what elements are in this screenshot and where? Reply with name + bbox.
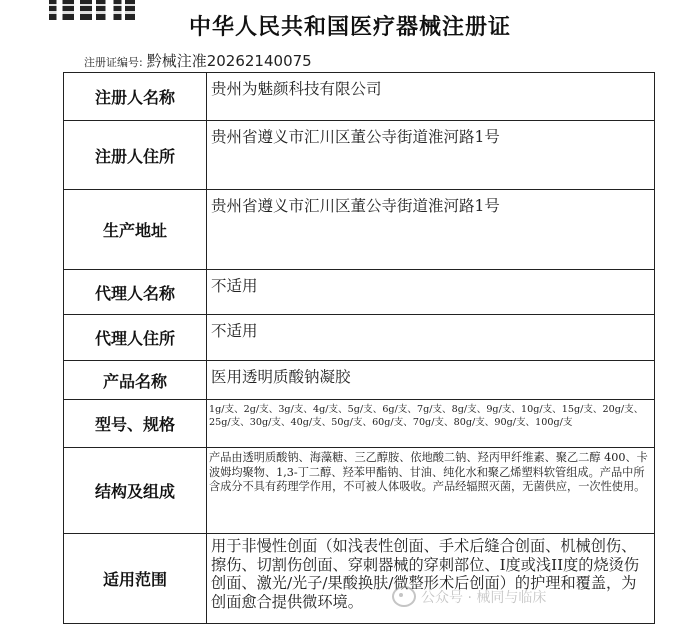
registration-number-row	[84, 50, 312, 71]
table-row	[64, 190, 655, 270]
table-row	[64, 121, 655, 190]
table-row	[64, 400, 655, 448]
registration-number-value: 黔械注准20262140075	[146, 52, 312, 70]
field-value-agent-name: 不适用	[207, 270, 655, 315]
field-value-model-spec: 1g/支、2g/支、3g/支、4g/支、5g/支、6g/支、7g/支、8g/支、9g/支、10g/支、15g/支、20g/支、25g/支、30g/支、40g/支、50g/支、60g/支、70g/支、80g/支、90g/支、100g/支	[207, 400, 655, 448]
field-value-production-address: 贵州省遵义市汇川区董公寺街道淮河路1号	[207, 190, 655, 270]
table-row	[64, 73, 655, 121]
field-label-scope-of-use: 适用范围	[64, 534, 207, 624]
field-label-agent-name: 代理人名称	[64, 270, 207, 315]
field-value-agent-address: 不适用	[207, 315, 655, 361]
registration-number-label: 注册证编号:	[84, 56, 143, 69]
field-value-scope-of-use: 用于非慢性创面（如浅表性创面、手术后缝合创面、机械创伤、擦伤、切割伤创面、穿刺器械的穿刺部位、I度或浅II度的烧烫伤创面、激光/光子/果酸换肤/微整形术后创面）的护理和覆盖，为创面愈合提供微环境。	[207, 534, 655, 624]
watermark-logo-icon	[392, 586, 416, 607]
watermark-text: 公众号 · 械同与临床	[421, 589, 547, 606]
table-row	[64, 448, 655, 534]
table-row	[64, 534, 655, 624]
table-row	[64, 361, 655, 400]
field-value-registrant-name: 贵州为魅颜科技有限公司	[207, 73, 655, 121]
field-label-registrant-name: 注册人名称	[64, 73, 207, 121]
registration-table	[63, 72, 655, 624]
field-value-structure-composition: 产品由透明质酸钠、海藻糖、三乙醇胺、依地酸二钠、羟丙甲纤维素、聚乙二醇 400、卡波姆均聚物、1,3-丁二醇、羟苯甲酯钠、甘油、纯化水和聚乙烯塑料软管组成。产品中所含成分不具有药理学作用，不可被人体吸收。产品经辐照灭菌，无菌供应，一次性使用。	[207, 448, 655, 534]
field-value-product-name: 医用透明质酸钠凝胶	[207, 361, 655, 400]
document-title: 中华人民共和国医疗器械注册证	[188, 15, 511, 40]
field-value-registrant-address: 贵州省遵义市汇川区董公寺街道淮河路1号	[207, 121, 655, 190]
field-label-structure-composition: 结构及组成	[64, 448, 207, 534]
field-label-production-address: 生产地址	[64, 190, 207, 270]
field-label-registrant-address: 注册人住所	[64, 121, 207, 190]
table-row	[64, 315, 655, 361]
field-label-product-name: 产品名称	[64, 361, 207, 400]
field-label-model-spec: 型号、规格	[64, 400, 207, 448]
table-row	[64, 270, 655, 315]
watermark	[392, 586, 546, 607]
field-label-agent-address: 代理人住所	[64, 315, 207, 361]
